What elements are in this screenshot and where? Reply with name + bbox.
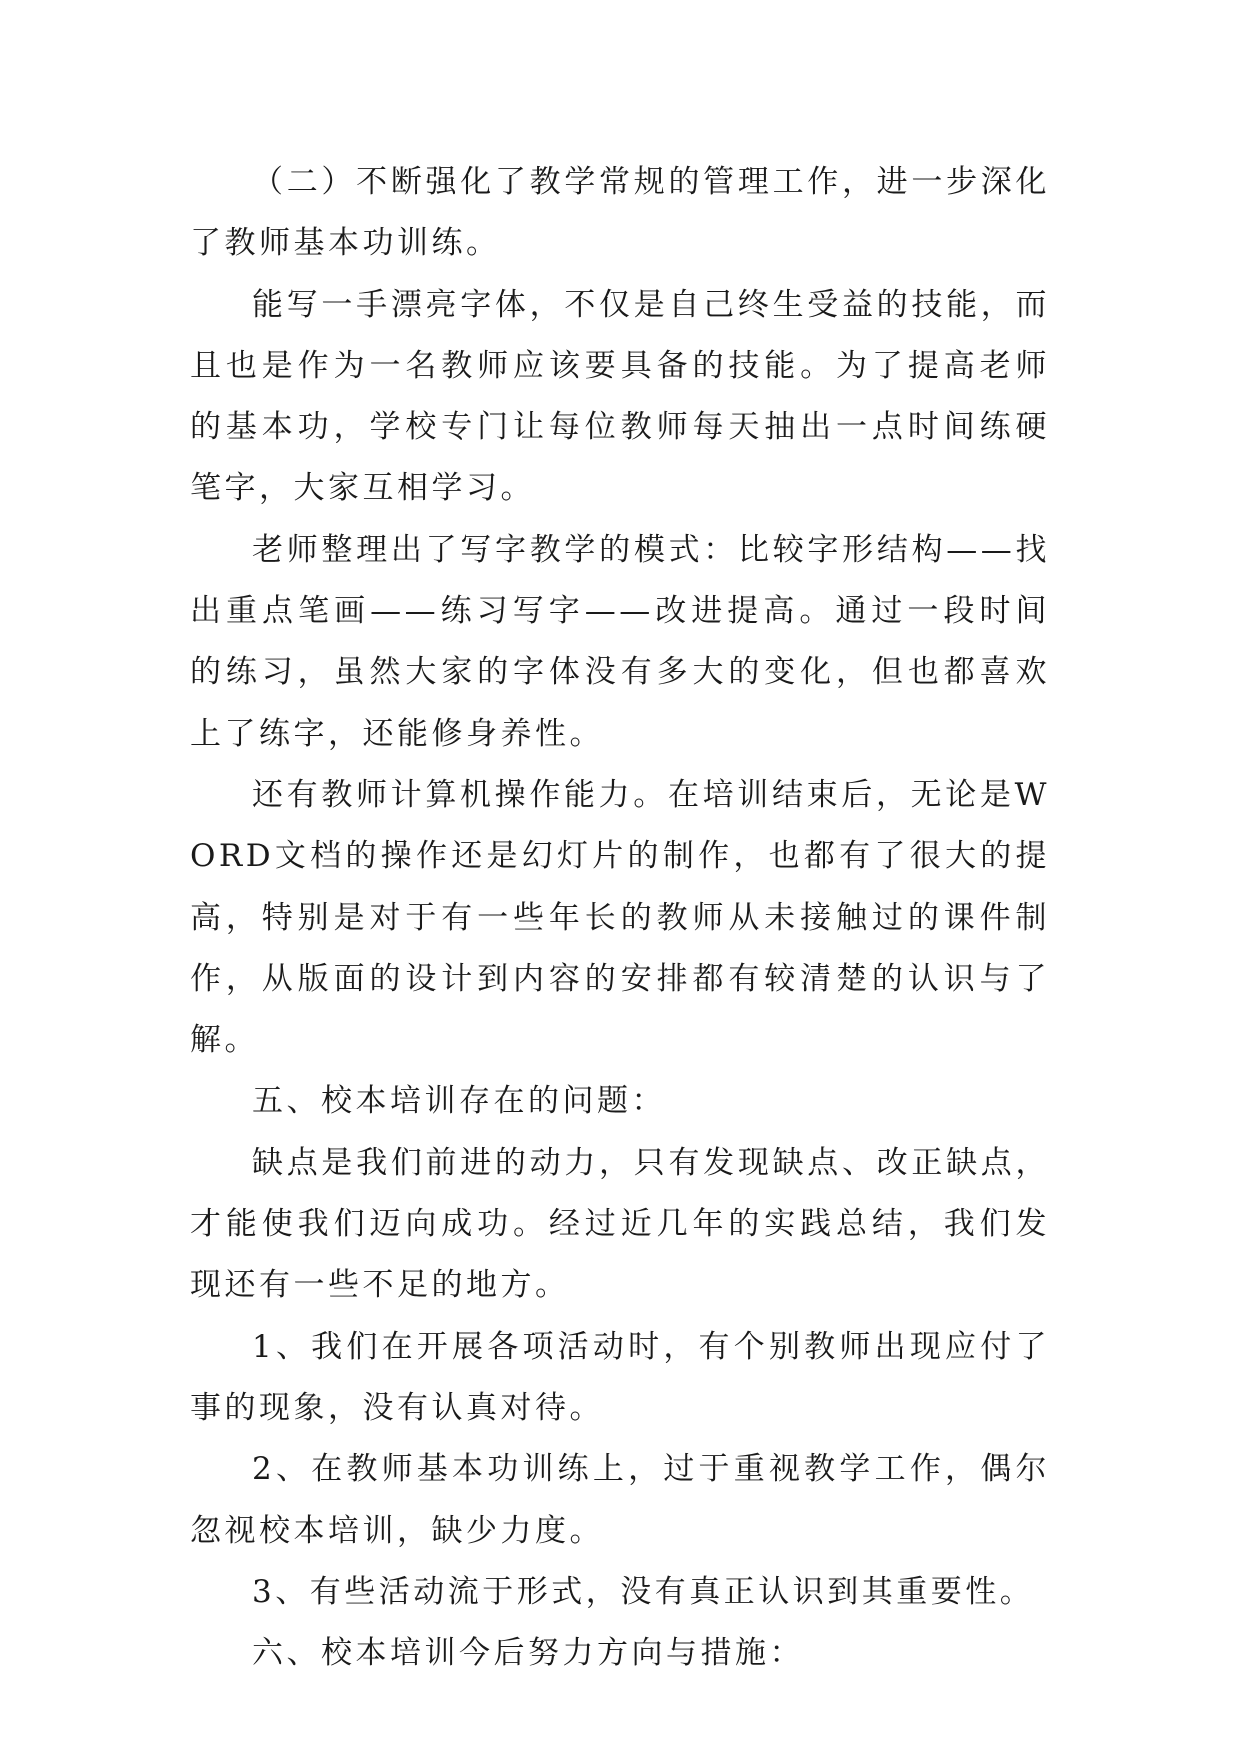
paragraph-heading-2: （二）不断强化了教学常规的管理工作，进一步深化了教师基本功训练。: [190, 164, 1050, 262]
paragraph-writing-model: 老师整理出了写字教学的模式：比较字形结构——找出重点笔画——练习写字——改进提高。通过一段时间的练习，虽然大家的字体没有多大的变化，但也都喜欢上了练字，还能修身养性。: [190, 531, 1050, 752]
section-heading-future: 六、校本培训今后努力方向与措施：: [252, 1635, 804, 1672]
document-body: [190, 152, 1050, 1684]
list-item-1: 1、我们在开展各项活动时，有个别教师出现应付了事的现象，没有认真对待。: [190, 1328, 1050, 1426]
list-item-2: 2、在教师基本功训练上，过于重视教学工作，偶尔忽视校本培训，缺少力度。: [190, 1451, 1050, 1549]
section-heading-problems: 五、校本培训存在的问题：: [252, 1083, 666, 1120]
paragraph-handwriting: 能写一手漂亮字体，不仅是自己终生受益的技能，而且也是作为一名教师应该要具备的技能。为了提高老师的基本功，学校专门让每位教师每天抽出一点时间练硬笔字，大家互相学习。: [190, 286, 1050, 507]
paragraph-shortcomings: 缺点是我们前进的动力，只有发现缺点、改正缺点，才能使我们迈向成功。经过近几年的实践总结，我们发现还有一些不足的地方。: [190, 1144, 1050, 1304]
paragraph-computer-skills: 还有教师计算机操作能力。在培训结束后，无论是WORD文档的操作还是幻灯片的制作，也都有了很大的提高，特别是对于有一些年长的教师从未接触过的课件制作，从版面的设计到内容的安排都有较清楚的认识与了解。: [190, 776, 1050, 1059]
list-item-3: 3、有些活动流于形式，没有真正认识到其重要性。: [252, 1573, 1035, 1610]
